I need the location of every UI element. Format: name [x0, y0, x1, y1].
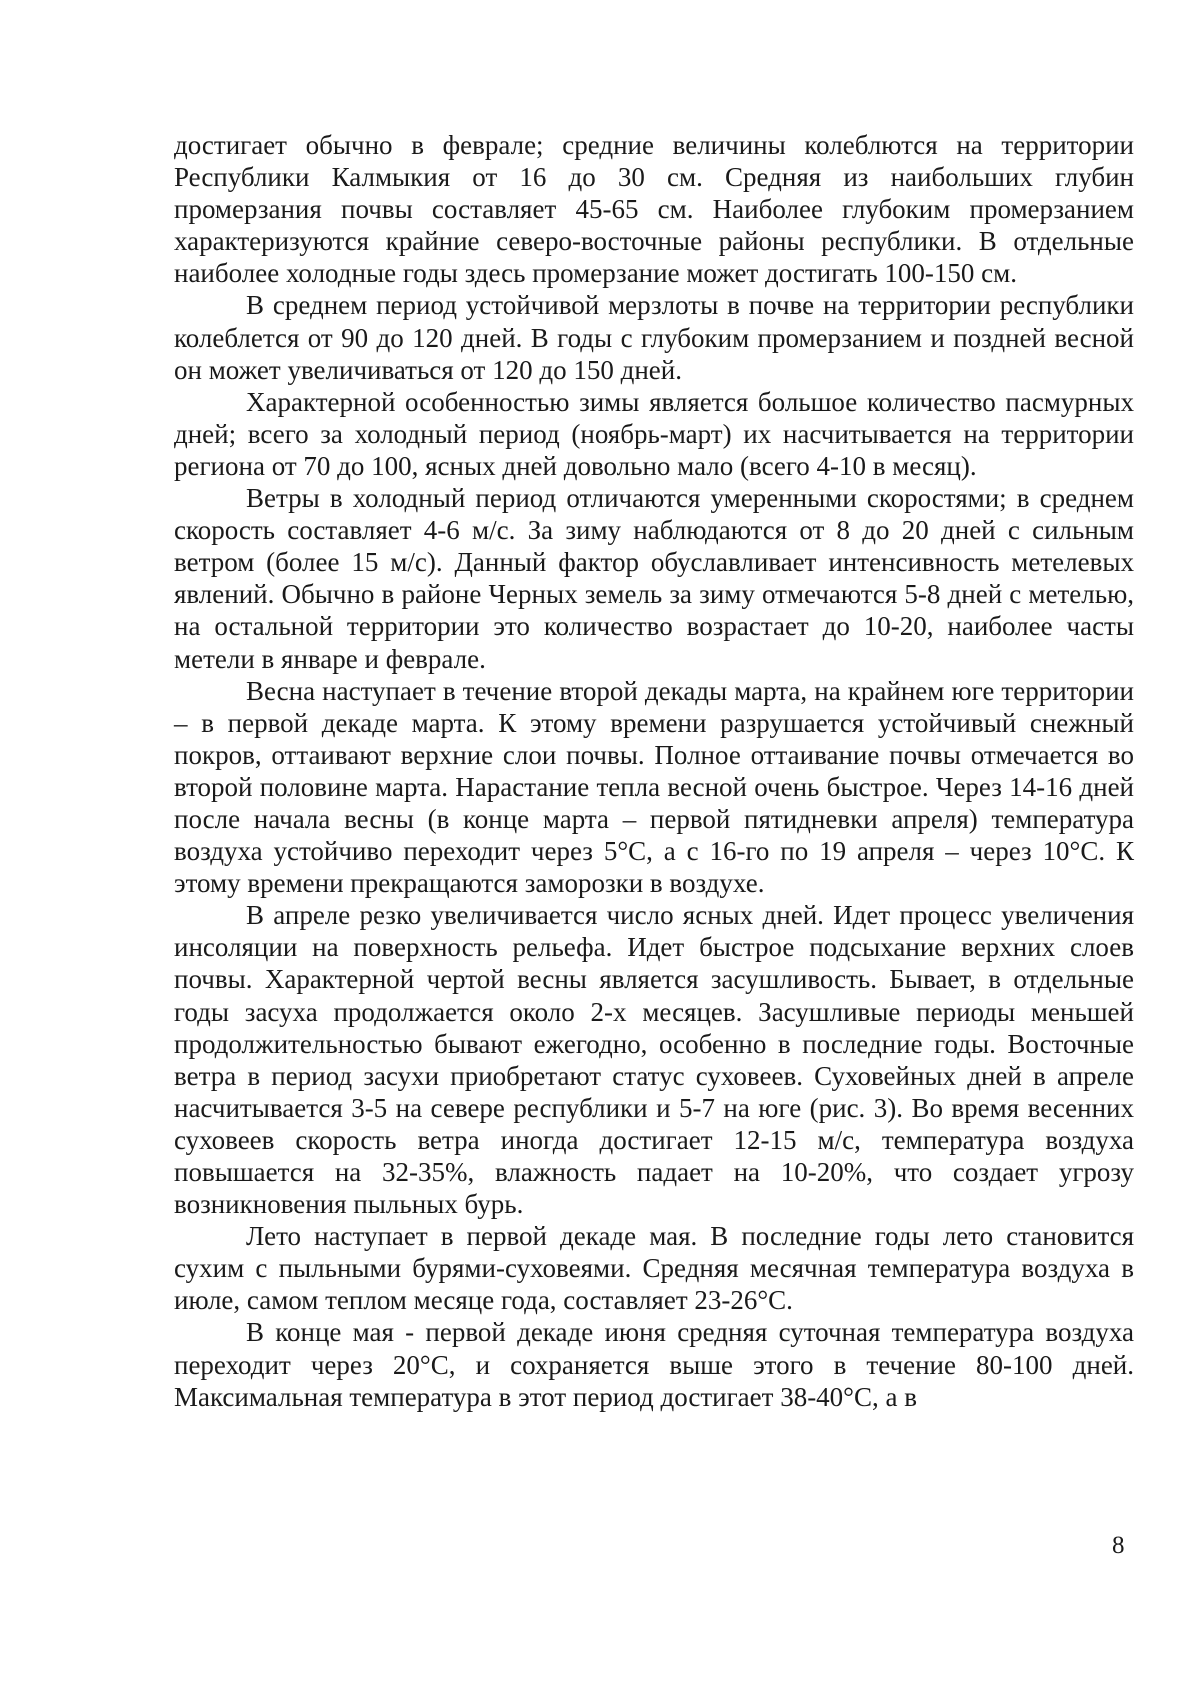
paragraph-spring-onset: Весна наступает в течение второй декады марта, на крайнем юге территории – в первой декаде марта. К этому времени разрушается устойчивый снежный покров, оттаивают верхние слои почвы. Полное оттаивание почвы отмечается во второй половине марта. Нарастание тепла весной очень быстрое. Через 14-16 дней после начала весны (в конце марта – первой пятидневки апреля) температура воздуха устойчиво переходит через 5°С, а с 16-го по 19 апреля – через 10°С. К этому времени прекращаются заморозки в воздухе.: [174, 675, 1134, 899]
paragraph-april-drought: В апреле резко увеличивается число ясных дней. Идет процесс увеличения инсоляции на поверхность рельефа. Идет быстрое подсыхание верхних слоев почвы. Характерной чертой весны является засушливость. Бывает, в отдельные годы засуха продолжается около 2-х месяцев. Засушливые периоды меньшей продолжительностью бывают ежегодно, особенно в последние годы. Восточные ветра в период засухи приобретают статус суховеев. Суховейных дней в апреле насчитывается 3-5 на севере республики и 5-7 на юге (рис. 3). Во время весенних суховеев скорость ветра иногда достигает 12-15 м/с, температура воздуха повышается на 32-35%, влажность падает на 10-20%, что создает угрозу возникновения пыльных бурь.: [174, 900, 1134, 1220]
body-text: [174, 129, 1134, 1413]
paragraph-summer-onset: Лето наступает в первой декаде мая. В последние годы лето становится сухим с пыльными бурями-суховеями. Средняя месячная температура воздуха в июле, самом теплом месяце года, составляет 23-26°С.: [174, 1221, 1134, 1316]
paragraph-permafrost-period: В среднем период устойчивой мерзлоты в почве на территории республики колеблется от 90 до 120 дней. В годы с глубоким промерзанием и поздней весной он может увеличиваться от 120 до 150 дней.: [174, 290, 1134, 385]
paragraph-frost-depth: достигает обычно в феврале; средние величины колеблются на территории Республики Калмыкия от 16 до 30 см. Средняя из наибольших глубин промерзания почвы составляет 45-65 см. Наиболее глубоким промерзанием характеризуются крайние северо-восточные районы республики. В отдельные наиболее холодные годы здесь промерзание может достигать 100-150 см.: [174, 130, 1134, 289]
paragraph-cloudy-days: Характерной особенностью зимы является большое количество пасмурных дней; всего за холодный период (ноябрь-март) их насчитывается на территории региона от 70 до 100, ясных дней довольно мало (всего 4-10 в месяц).: [174, 386, 1134, 481]
paragraph-summer-temperature: В конце мая - первой декаде июня средняя суточная температура воздуха переходит через 20°С, и сохраняется выше этого в течение 80-100 дней. Максимальная температура в этот период достигает 38-40°С, а в: [174, 1317, 1134, 1412]
paragraph-winter-winds: Ветры в холодный период отличаются умеренными скоростями; в среднем скорость составляет 4-6 м/с. За зиму наблюдаются от 8 до 20 дней с сильным ветром (более 15 м/с). Данный фактор обуславливает интенсивность метелевых явлений. Обычно в районе Черных земель за зиму отмечаются 5-8 дней с метелью, на остальной территории это количество возрастает до 10-20, наиболее часты метели в январе и феврале.: [174, 483, 1134, 674]
page-number: 8: [1112, 1532, 1125, 1559]
